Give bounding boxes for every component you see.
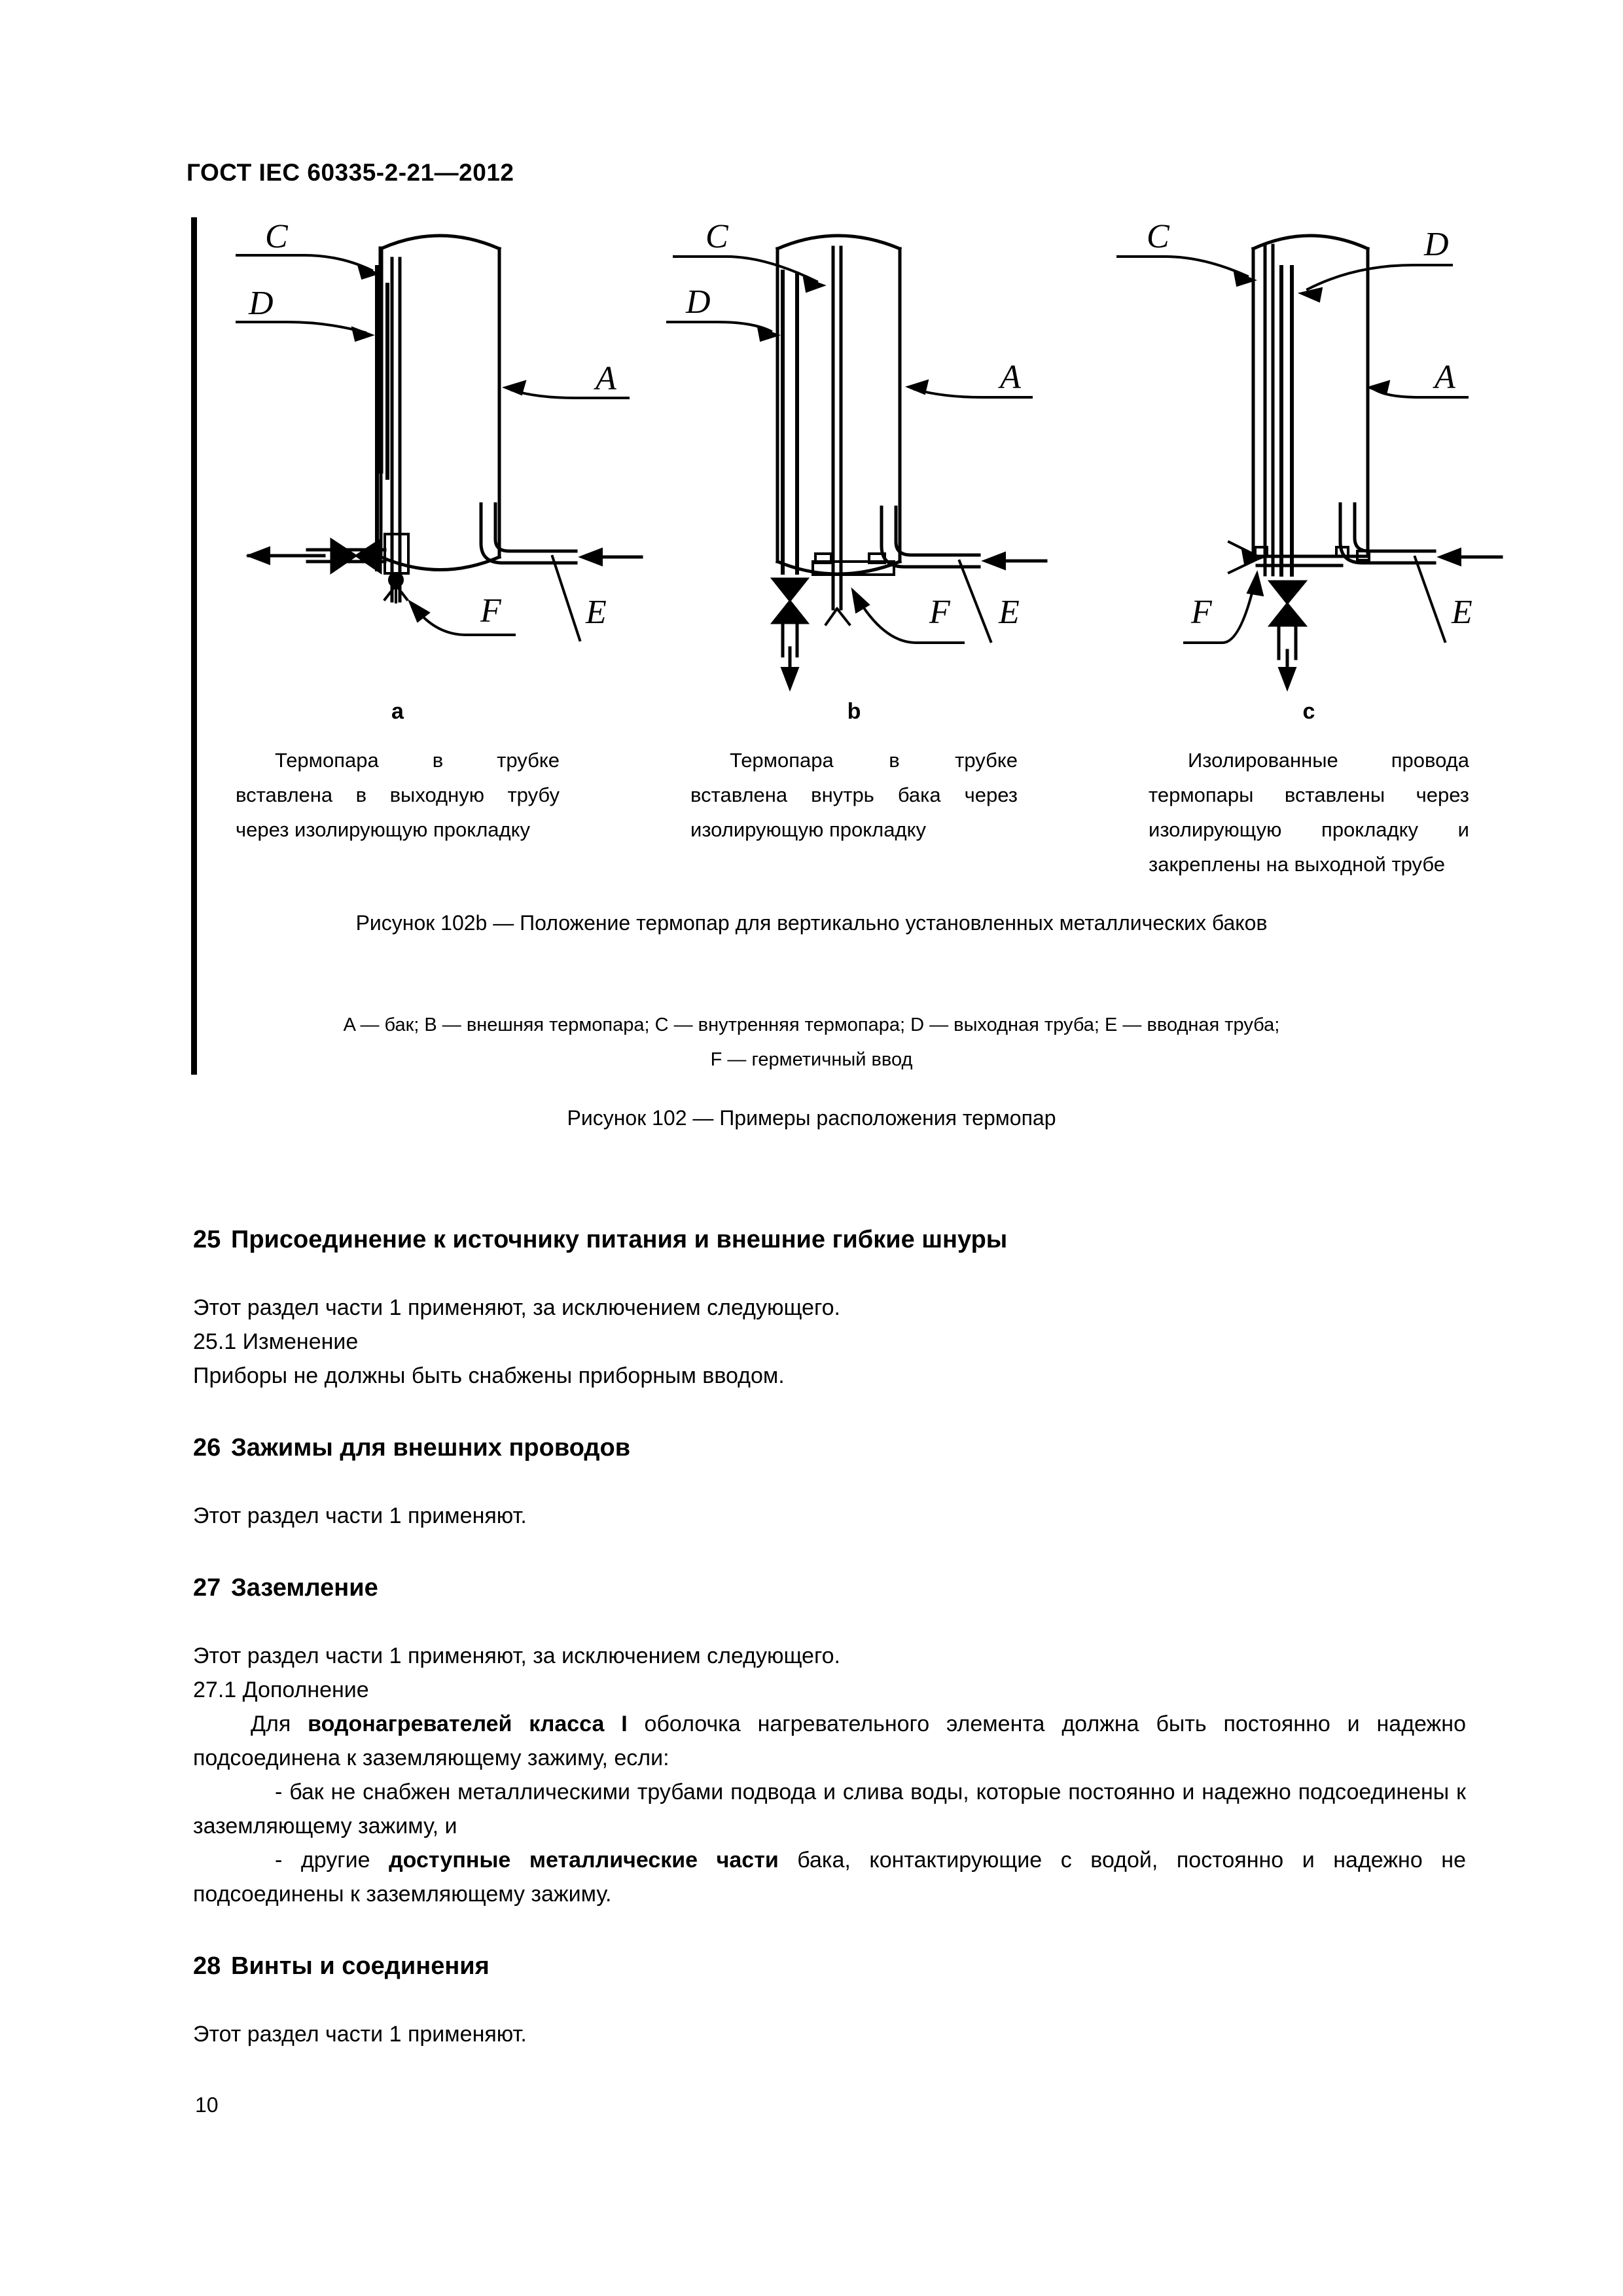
svg-text:A: A — [1000, 359, 1021, 396]
figure-102-drawings — [209, 216, 1512, 700]
subfigure-letter-b: b — [847, 699, 861, 724]
page-number: 10 — [195, 2093, 219, 2117]
subfigure-caption-a — [236, 743, 560, 847]
section-title-28: Винты и соединения — [231, 1952, 490, 1980]
section-25-paragraph-1: Этот раздел части 1 применяют, за исключением следующего. — [193, 1295, 840, 1320]
section-number-25: 25 — [193, 1226, 221, 1253]
svg-text:E: E — [586, 594, 607, 631]
document-header: ГОСТ IEC 60335-2-21—2012 — [187, 159, 514, 186]
subfigure-b-drawing — [668, 218, 1046, 690]
svg-text:F: F — [929, 594, 950, 631]
section-27-rich-paragraph-3: - другие доступные металлические части бака, контактирующие с водой, постоянно и надежно не подсоединены к заземляющему зажиму. — [193, 1848, 1466, 1907]
section-27-rich-paragraph-1: Для водонагревателей класса I оболочка нагревательного элемента должна быть постоянно и надежно подсоединена к заземляющему зажиму, если: — [193, 1712, 1466, 1770]
section-number-28: 28 — [193, 1952, 221, 1980]
subfigure-caption-c-text: Изолированные провода термопары вставлены через изолирующую прокладку и закреплены на выходной трубе — [1149, 749, 1469, 876]
figure-102b-title: Рисунок 102b — Положение термопар для вертикально установленных металлических баков — [355, 911, 1268, 935]
svg-text:A: A — [596, 360, 616, 397]
subfigure-letter-a: a — [391, 699, 404, 724]
section-heading-25 — [193, 1224, 1466, 1255]
figure-legend — [0, 1008, 1623, 1077]
subfigure-caption-b-text: Термопара в трубке вставлена внутрь бака через изолирующую прокладку — [690, 749, 1018, 841]
section-27-paragraph-2: 27.1 Дополнение — [193, 1677, 369, 1702]
subfigure-a-drawing — [237, 218, 641, 640]
figure-102-title: Рисунок 102 — Примеры расположения термопар — [567, 1106, 1056, 1130]
section-heading-27 — [193, 1572, 1466, 1604]
document-body — [193, 1224, 1466, 2051]
svg-text:C: C — [1147, 218, 1169, 255]
figure-legend-line-1: A — бак; B — внешняя термопара; C — внутренняя термопара; D — выходная труба; E — вводная труба; — [343, 1014, 1280, 1035]
svg-text:D: D — [1424, 226, 1449, 263]
svg-text:F: F — [1191, 594, 1212, 631]
subfigure-letter-c: c — [1302, 699, 1315, 724]
section-27-rich-paragraph-2: - бак не снабжен металлическими трубами подвода и слива воды, которые постоянно и надежно подсоединены к заземляющему зажиму, и — [193, 1780, 1466, 1839]
subfigure-caption-c — [1149, 743, 1469, 882]
figure-legend-line-2: F — герметичный ввод — [710, 1049, 913, 1070]
section-26-paragraph-1: Этот раздел части 1 применяют. — [193, 1503, 527, 1528]
svg-text:E: E — [999, 594, 1020, 631]
section-number-27: 27 — [193, 1574, 221, 1602]
section-28-paragraph-1: Этот раздел части 1 применяют. — [193, 2022, 527, 2047]
section-27-paragraph-1: Этот раздел части 1 применяют, за исключением следующего. — [193, 1643, 840, 1668]
section-heading-28 — [193, 1950, 1466, 1982]
subfigure-caption-a-text: Термопара в трубке вставлена в выходную трубу через изолирующую прокладку — [236, 749, 560, 841]
section-title-26: Зажимы для внешних проводов — [231, 1434, 631, 1462]
svg-text:D: D — [249, 285, 274, 322]
svg-text:C: C — [265, 218, 288, 255]
section-title-27: Заземление — [231, 1574, 378, 1602]
svg-text:C: C — [705, 218, 728, 255]
subfigure-c-drawing — [1118, 218, 1501, 690]
section-number-26: 26 — [193, 1434, 221, 1462]
section-25-paragraph-3: Приборы не должны быть снабжены приборным вводом. — [193, 1363, 785, 1388]
subfigure-caption-b — [690, 743, 1018, 847]
section-heading-26 — [193, 1432, 1466, 1463]
svg-text:F: F — [480, 592, 501, 630]
svg-text:A: A — [1435, 359, 1455, 396]
svg-text:D: D — [686, 283, 711, 321]
section-title-25: Присоединение к источнику питания и внешние гибкие шнуры — [231, 1226, 1008, 1253]
section-25-paragraph-2: 25.1 Изменение — [193, 1329, 359, 1354]
svg-text:E: E — [1452, 594, 1472, 631]
